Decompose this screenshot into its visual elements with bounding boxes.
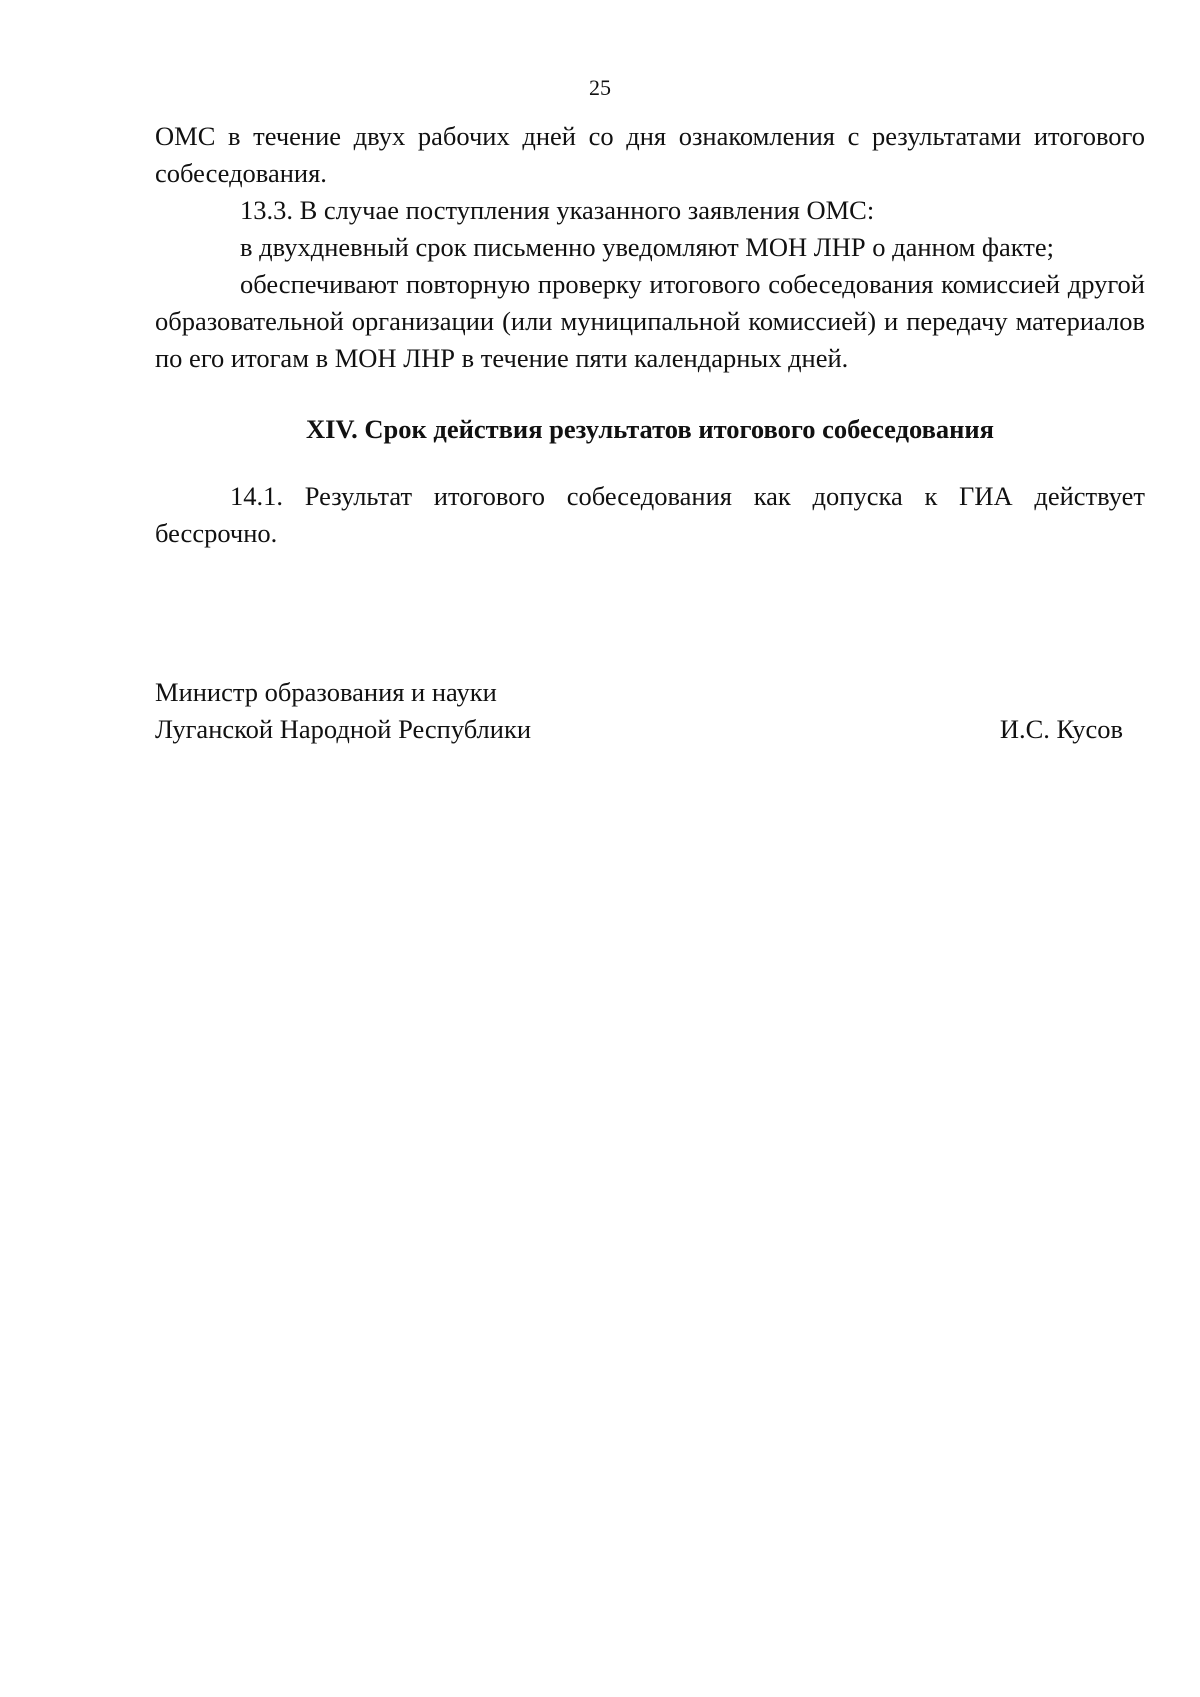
paragraph-14-1: 14.1. Результат итогового собеседования как допуска к ГИА действует бессрочно. <box>155 481 1145 548</box>
paragraph-13-3: 13.3. В случае поступления указанного заявления ОМС: <box>240 195 875 225</box>
section-heading: XIV. Срок действия результатов итогового собеседования <box>305 414 995 444</box>
paragraph-recheck: обеспечивают повторную проверку итогового собеседования комиссией другой образовательной организации (или муниципальной комиссией) и передачу материалов по его итогам в МОН ЛНР в течение пяти календарных дней. <box>155 269 1145 373</box>
signature-block <box>155 674 1123 748</box>
signature-row <box>155 711 1123 748</box>
paragraph-continuation: ОМС в течение двух рабочих дней со дня ознакомления с результатами итогового собеседования. <box>155 121 1145 188</box>
page-number: 25 <box>589 75 611 100</box>
signatory-title-line2: Луганской Народной Республики <box>155 714 532 744</box>
signatory-name: И.С. Кусов <box>999 714 1123 744</box>
paragraph-notify: в двухдневный срок письменно уведомляют МОН ЛНР о данном факте; <box>240 232 1055 262</box>
signatory-title-line1: Министр образования и науки <box>155 677 497 707</box>
document-body <box>155 118 1145 552</box>
